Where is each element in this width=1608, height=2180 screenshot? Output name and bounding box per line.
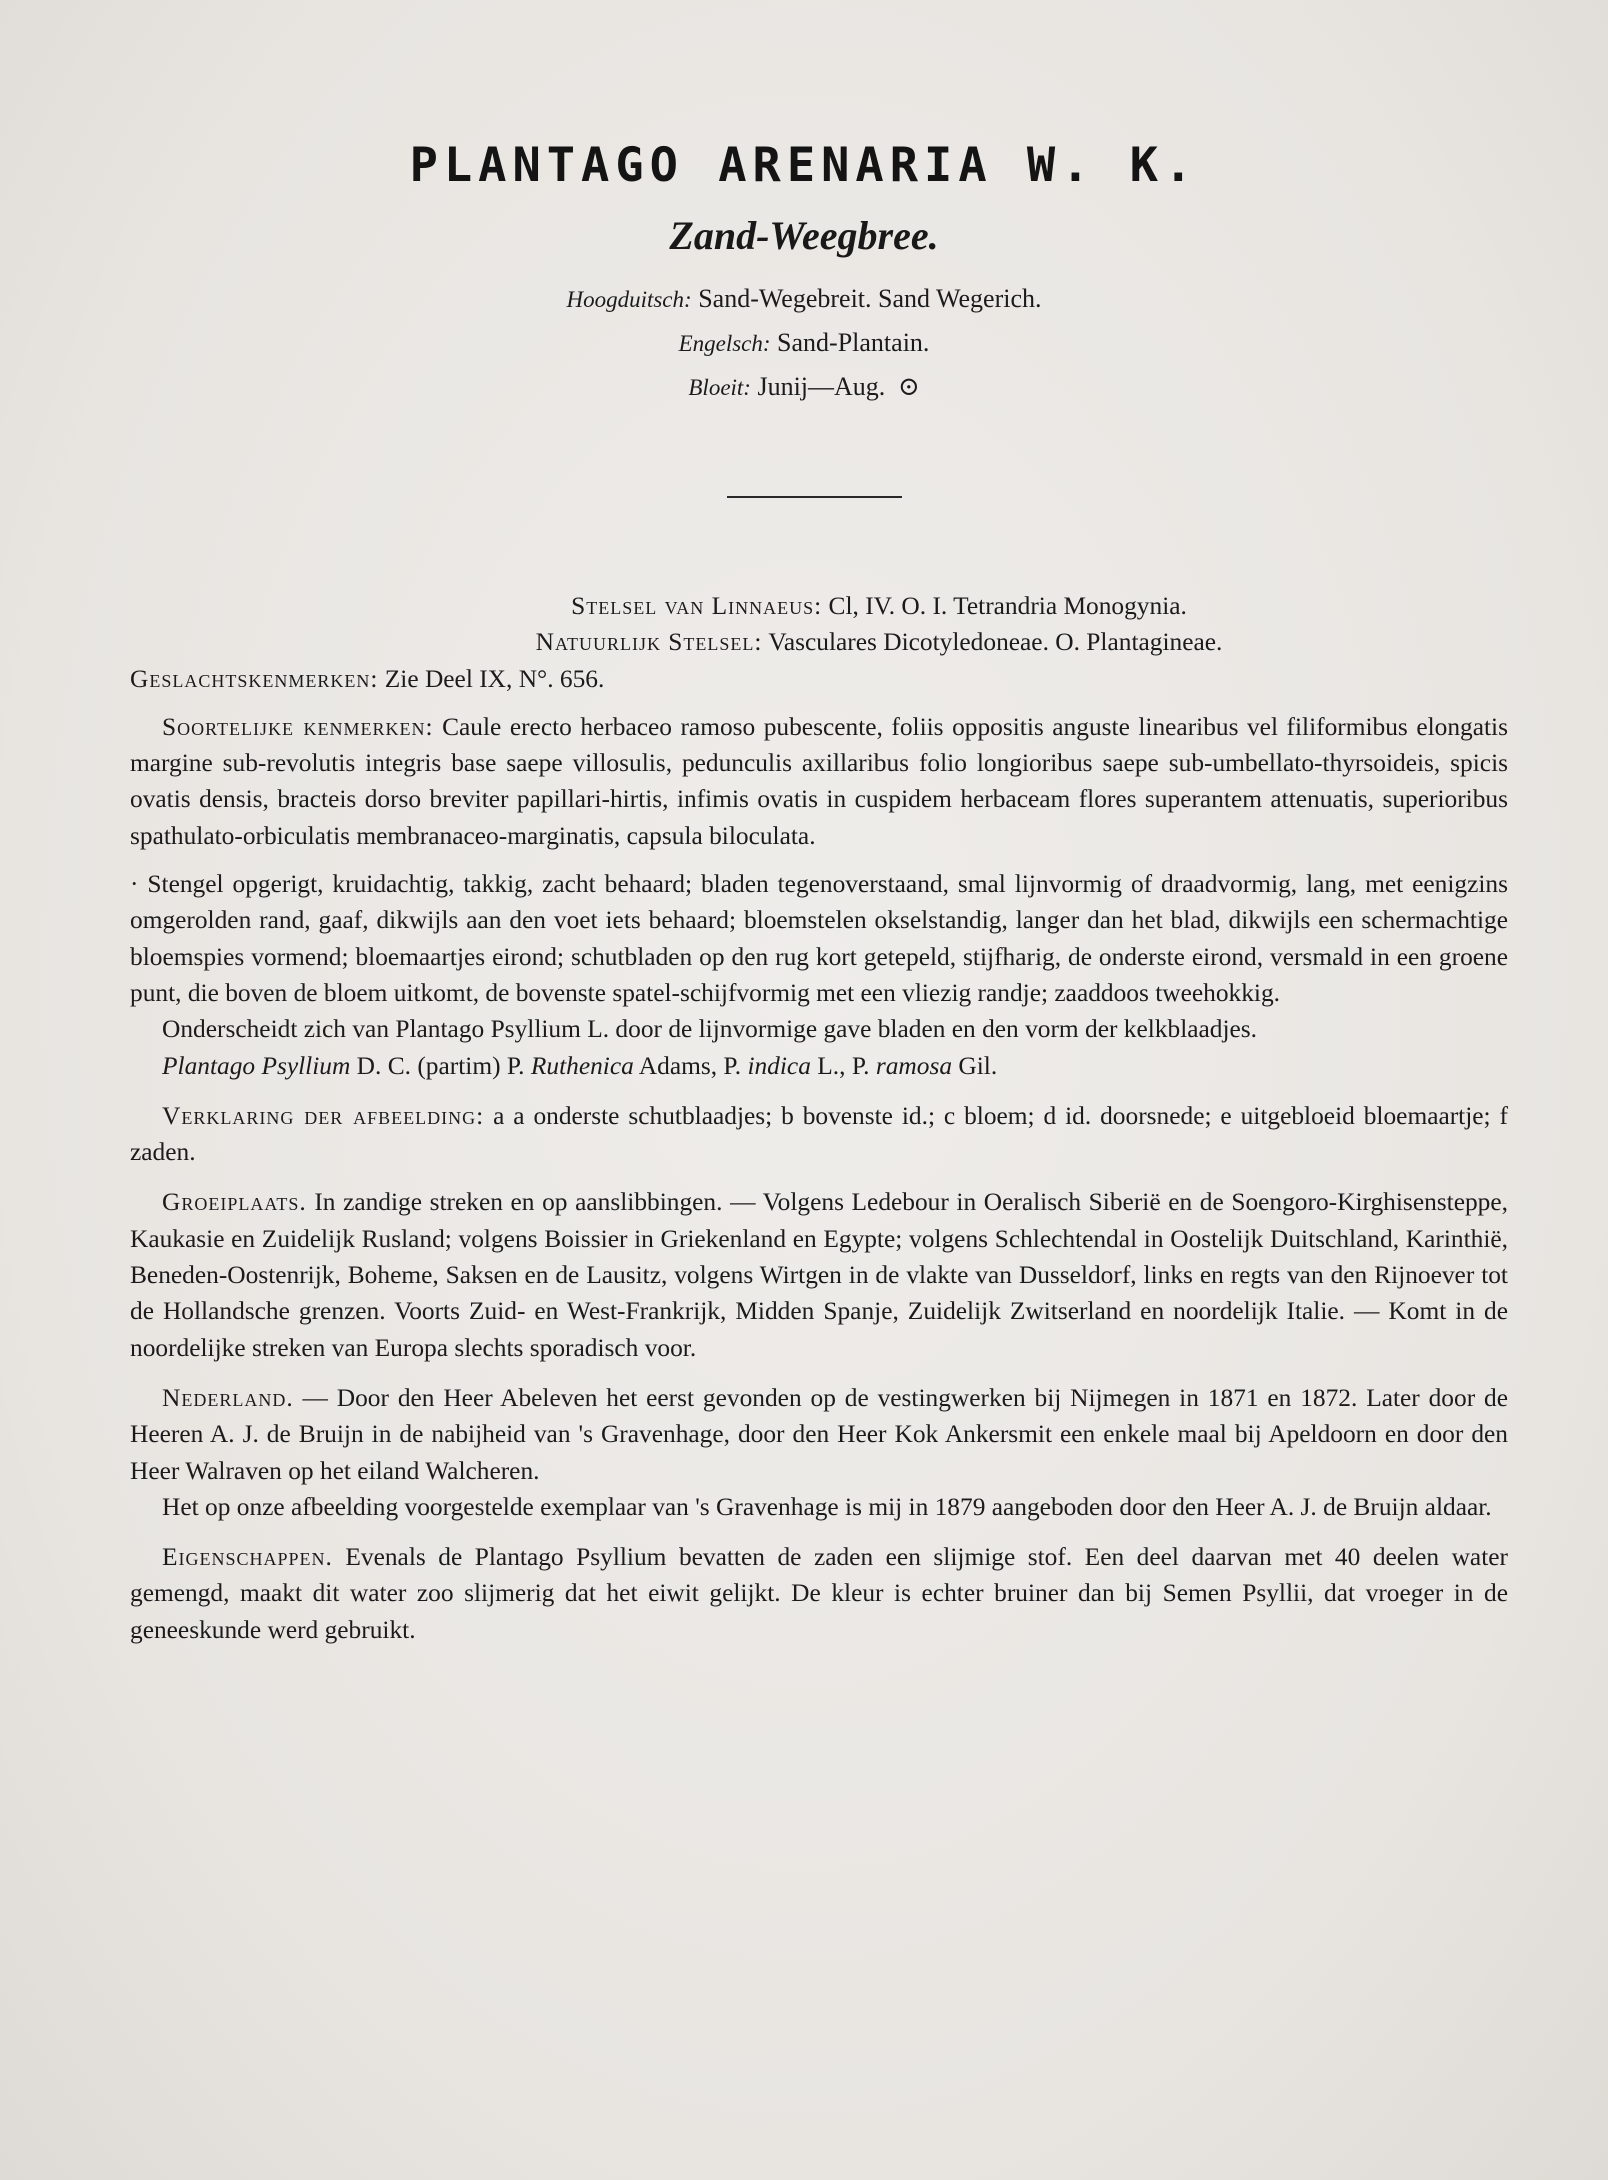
geslacht-label: Geslachtskenmerken: <box>130 664 379 693</box>
groeiplaats-text: In zandige streken en op aanslibbingen. — Volgens Ledebour in Oeralisch Siberië en de Soengoro-Kirghisensteppe, Kaukasie en Zuidelijk Rusland; volgens Boissier in Griekenland en Egypte; volgens Schlechtendal in Oostelijk Duitschland, Karinthië, Beneden-Oostenrijk, Boheme, Saksen en de Lausitz, volgens Wirtgen in de vlakte van Dusseldorf, links en regts van den Rijnoever tot de Hollandsche grenzen. Voorts Zuid- en West-Frankrijk, Midden Spanje, Zuidelijk Zwitserland en noordelijk Italie. — Komt in de noordelijke streken van Europa slechts sporadisch voor. <box>130 1188 1508 1362</box>
natuurlijk-value: Vasculares Dicotyledoneae. O. Plantagineae. <box>768 628 1223 657</box>
soort-text: Caule erecto herbaceo ramoso pubescente, foliis oppositis anguste linearibus vel filiformibus elongatis margine sub-revolutis integris base saepe villosulis, pedunculis axillaribus folio longioribus saepe sub-umbellato-thyrsoideis, spicis ovatis densis, bracteis dorso breviter papillari-hirtis, infimis ovatis in cuspidem herbaceam flores superantem attenuatis, superioribus spathulato-orbiculatis membranaceo-marginatis, capsula biloculata. <box>130 712 1508 850</box>
synonym-2: D. C. (partim) P. <box>356 1051 525 1080</box>
engelsch-label: Engelsch: <box>678 331 771 356</box>
linnaeus-line <box>130 588 1508 624</box>
synonym-5: indica <box>747 1051 811 1080</box>
eigenschappen-text: Evenals de Plantago Psyllium bevatten de zaden een slijmige stof. Een deel daarvan met 40 deelen water gemengd, maakt dit water zoo slijmerig dat het eiwit gelijkt. De kleur is echter bruiner dan bij Semen Psyllii, dat vroeger in de geneeskunde werd gebruikt. <box>130 1543 1508 1644</box>
geslacht-value: Zie Deel IX, N°. 656. <box>384 664 605 693</box>
afbeelding-paragraph: Het op onze afbeelding voorgestelde exemplaar van 's Gravenhage is mij in 1879 aangeboden door den Heer A. J. de Bruijn aldaar. <box>162 1492 1492 1521</box>
hoogduitsch-line <box>0 284 1608 314</box>
bloeit-value: Junij—Aug. <box>757 372 886 401</box>
synonyms-line <box>130 1048 1508 1084</box>
linnaeus-value: Cl, IV. O. I. Tetrandria Monogynia. <box>828 592 1187 620</box>
synonym-4: Adams, P. <box>638 1051 742 1080</box>
synonym-6: L., P. <box>817 1051 870 1080</box>
verklaring-text: a a onderste schutblaadjes; b bovenste id.; c bloem; d id. doorsnede; e uitgebloeid bloemaartje; f zaden. <box>130 1101 1508 1167</box>
bloeit-label: Bloeit: <box>688 375 751 400</box>
eigenschappen-label: Eigenschappen. <box>162 1543 333 1572</box>
nederland-text: — Door den Heer Abeleven het eerst gevonden op de vestingwerken bij Nijmegen in 1871 en 1872. Later door de Heeren A. J. de Bruijn in de nabijheid van 's Gravenhage, door den Heer Kok Ankersmit een enkele maal bij Apeldoorn en door den Heer Walraven op het eiland Walcheren. <box>130 1383 1508 1485</box>
groeiplaats-label: Groeiplaats. <box>162 1188 307 1217</box>
natuurlijk-line <box>130 624 1508 660</box>
nederland-label: Nederland. <box>162 1383 294 1412</box>
page-subtitle: Zand-Weegbree. <box>669 213 939 258</box>
page-title: PLANTAGO ARENARIA W. K. <box>409 138 1199 193</box>
bloeit-line <box>0 372 1608 402</box>
natuurlijk-label: Natuurlijk Stelsel: <box>535 628 763 657</box>
stengel-paragraph: · Stengel opgerigt, kruidachtig, takkig, zacht behaard; bladen tegenoverstaand, smal lijnvormig of draadvormig, lang, met eenigzins omgerolden rand, gaaf, dikwijls aan den voet iets behaard; bloemstelen okselstandig, langer dan het blad, dikwijls een schermachtige bloemspies vormend; bloemaartjes eirond; schutbladen op den rug kort getepeld, stijfharig, de onderste eirond, versmald in een groene punt, die boven de bloem uitkomt, de bovenste spatel-schijfvormig met een vliezig randje; zaaddoos tweehokkig. <box>130 870 1508 1007</box>
divider <box>727 496 902 498</box>
groeiplaats-paragraph <box>130 1184 1508 1365</box>
onderscheidt-paragraph: Onderscheidt zich van Plantago Psyllium L. door de lijnvormige gave bladen en den vorm der kelkblaadjes. <box>162 1015 1258 1044</box>
annual-symbol-icon: ⊙ <box>897 372 920 401</box>
soort-label: Soortelijke kenmerken: <box>162 712 434 741</box>
hoogduitsch-value: Sand-Wegebreit. Sand Wegerich. <box>698 284 1042 313</box>
engelsch-line <box>0 328 1608 358</box>
body-text <box>130 588 1508 1648</box>
verklaring-paragraph <box>130 1098 1508 1171</box>
synonym-8: Gil. <box>958 1051 998 1080</box>
verklaring-label: Verklaring der afbeelding: <box>162 1101 485 1130</box>
synonym-1: Plantago Psyllium <box>162 1051 351 1080</box>
linnaeus-label: Stelsel van Linnaeus: <box>571 592 823 620</box>
hoogduitsch-label: Hoogduitsch: <box>566 287 692 312</box>
synonym-7: ramosa <box>875 1051 953 1080</box>
geslacht-line <box>130 661 1508 697</box>
engelsch-value: Sand-Plantain. <box>777 328 930 357</box>
eigenschappen-paragraph <box>130 1539 1508 1648</box>
soort-paragraph <box>130 709 1508 854</box>
nederland-paragraph <box>130 1380 1508 1489</box>
synonym-3: Ruthenica <box>530 1051 634 1080</box>
